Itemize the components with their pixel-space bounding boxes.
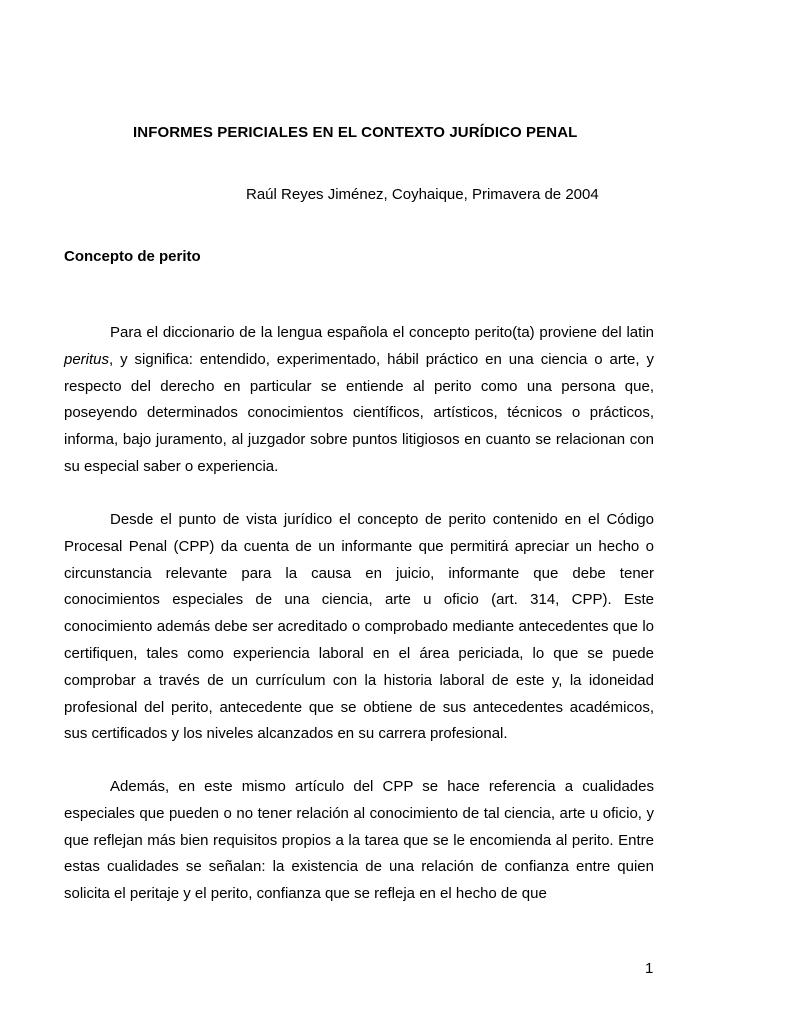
paragraph-1-text-end: , y significa: entendido, experimentado, hábil práctico en una ciencia o arte, y respecto del derecho en particular se entiende al perito como una persona que, poseyendo determinados conocimientos científicos, artísticos, técnicos o prácticos, informa, bajo juramento, al juzgador sobre puntos litigiosos en cuanto se relacionan con su especial saber o experiencia. bbox=[64, 350, 654, 475]
paragraph-2: Desde el punto de vista jurídico el concepto de perito contenido en el Código Procesal Penal (CPP) da cuenta de un informante que permitirá apreciar un hecho o circunstancia relevante para la causa en juicio, informante que debe tener conocimientos especiales de una ciencia, arte u oficio (art. 314, CPP). Este conocimiento además debe ser acreditado o comprobado mediante antecedentes que lo certifiquen, tales como experiencia laboral en el área periciada, lo que se puede comprobar a través de un currículum con la historia laboral de este y, la idoneidad profesional del perito, antecedente que se obtiene de sus antecedentes académicos, sus certificados y los niveles alcanzados en su carrera profesional. bbox=[64, 511, 654, 743]
page-number: 1 bbox=[645, 960, 654, 977]
section-heading: Concepto de perito bbox=[64, 248, 201, 265]
paragraph-1-text-start: Para el diccionario de la lengua española el concepto perito(ta) proviene del latin bbox=[110, 324, 654, 341]
paragraph-1 bbox=[64, 320, 654, 481]
document-title: INFORMES PERICIALES EN EL CONTEXTO JURÍDICO PENAL bbox=[133, 124, 578, 141]
paragraph-3: Además, en este mismo artículo del CPP se hace referencia a cualidades especiales que pueden o no tener relación al conocimiento de tal ciencia, arte u oficio, y que reflejan más bien requisitos propios a la tarea que se le encomienda al perito. Entre estas cualidades se señalan: la existencia de una relación de confianza entre quien solicita el peritaje y el perito, confianza que se refleja en el hecho de que bbox=[64, 778, 654, 903]
paragraph-1-italic-term: peritus bbox=[64, 350, 110, 368]
author-line: Raúl Reyes Jiménez, Coyhaique, Primavera de 2004 bbox=[246, 186, 599, 203]
